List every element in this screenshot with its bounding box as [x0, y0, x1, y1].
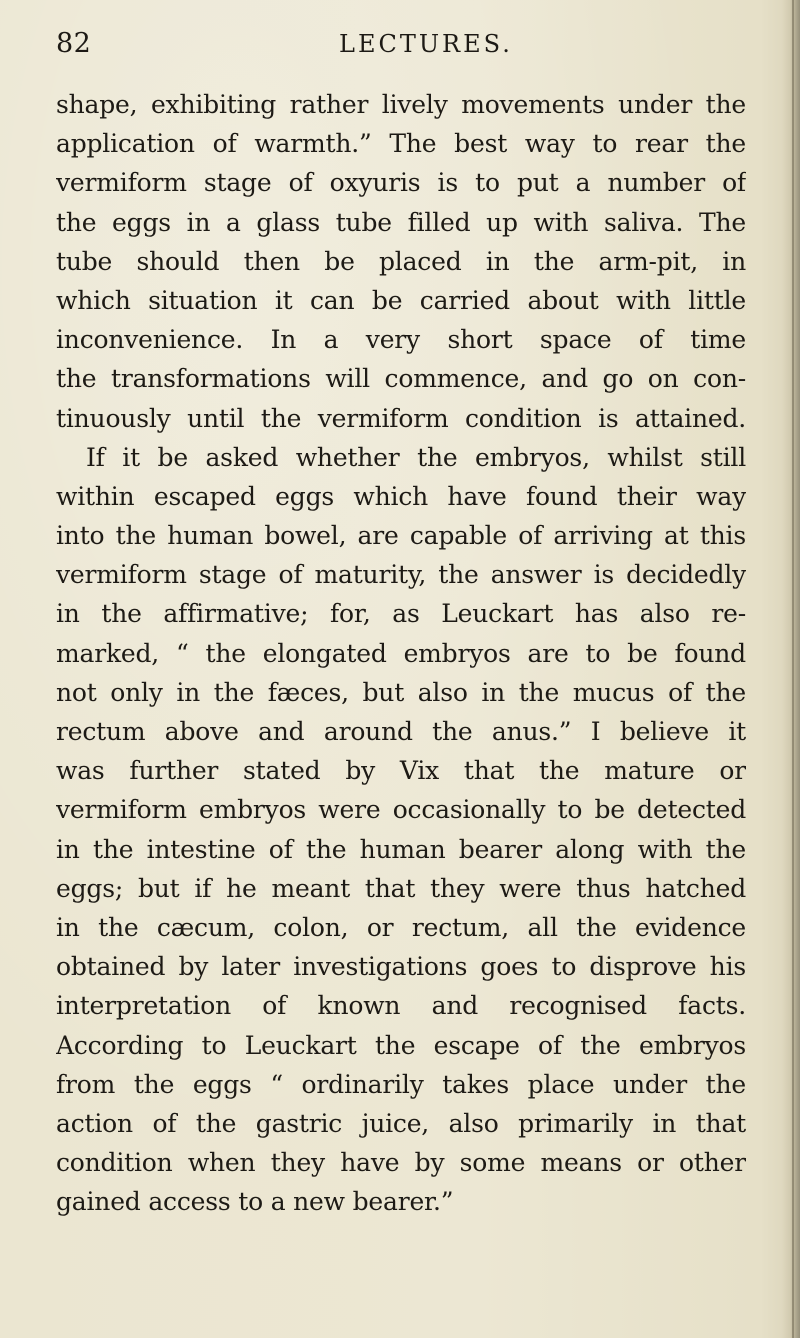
text-line: in the intestine of the human bearer along with the [56, 834, 746, 864]
text-line: rectum above and around the anus.” I believe it [56, 717, 746, 746]
page-number: 82 [56, 28, 92, 59]
text-line: marked, “ the elongated embryos are to be found [56, 638, 746, 668]
text-line: tinuously until the vermiform condition is attained. [56, 403, 746, 433]
page-edge-shadow [782, 0, 800, 1338]
text-line: tube should then be placed in the arm-pit, in [56, 246, 746, 276]
paragraph-start-line: If it be asked whether the embryos, whilst still [86, 442, 746, 472]
body-text [56, 85, 746, 1221]
text-line: obtained by later investigations goes to disprove his [56, 952, 746, 982]
text-line: in the cæcum, colon, or rectum, all the evidence [56, 912, 746, 942]
text-line: shape, exhibiting rather lively movements under the [56, 90, 746, 119]
text-line: vermiform stage of oxyuris is to put a number of [56, 168, 746, 198]
text-line: within escaped eggs which have found their way [56, 481, 746, 511]
text-line: the eggs in a glass tube filled up with saliva. The [56, 207, 746, 237]
text-line: application of warmth.” The best way to rear the [56, 129, 746, 159]
text-line: in the affirmative; for, as Leuckart has also re- [56, 599, 746, 629]
text-line: According to Leuckart the escape of the embryos [56, 1030, 746, 1060]
text-line: the transformations will commence, and go on con- [56, 364, 746, 394]
text-line: into the human bowel, are capable of arriving at this [56, 521, 746, 551]
text-line: which situation it can be carried about with little [56, 285, 746, 315]
running-head: LECTURES. [339, 30, 513, 58]
page-edge-line [792, 0, 794, 1338]
paragraph-end-line: gained access to a new bearer.” [56, 1187, 454, 1217]
text-line: was further stated by Vix that the mature or [56, 756, 746, 786]
text-line: interpretation of known and recognised facts. [56, 991, 746, 1021]
text-line: not only in the fæces, but also in the mucus of the [56, 677, 746, 707]
text-line: from the eggs “ ordinarily takes place under the [56, 1069, 746, 1099]
text-line: inconvenience. In a very short space of time [56, 325, 746, 355]
text-line: eggs; but if he meant that they were thus hatched [56, 873, 746, 903]
page-header [56, 28, 746, 64]
text-line: vermiform embryos were occasionally to be detected [56, 795, 746, 825]
text-line: condition when they have by some means or other [56, 1148, 746, 1178]
text-line: vermiform stage of maturity, the answer is decidedly [56, 560, 746, 590]
text-line: action of the gastric juice, also primarily in that [56, 1108, 746, 1138]
